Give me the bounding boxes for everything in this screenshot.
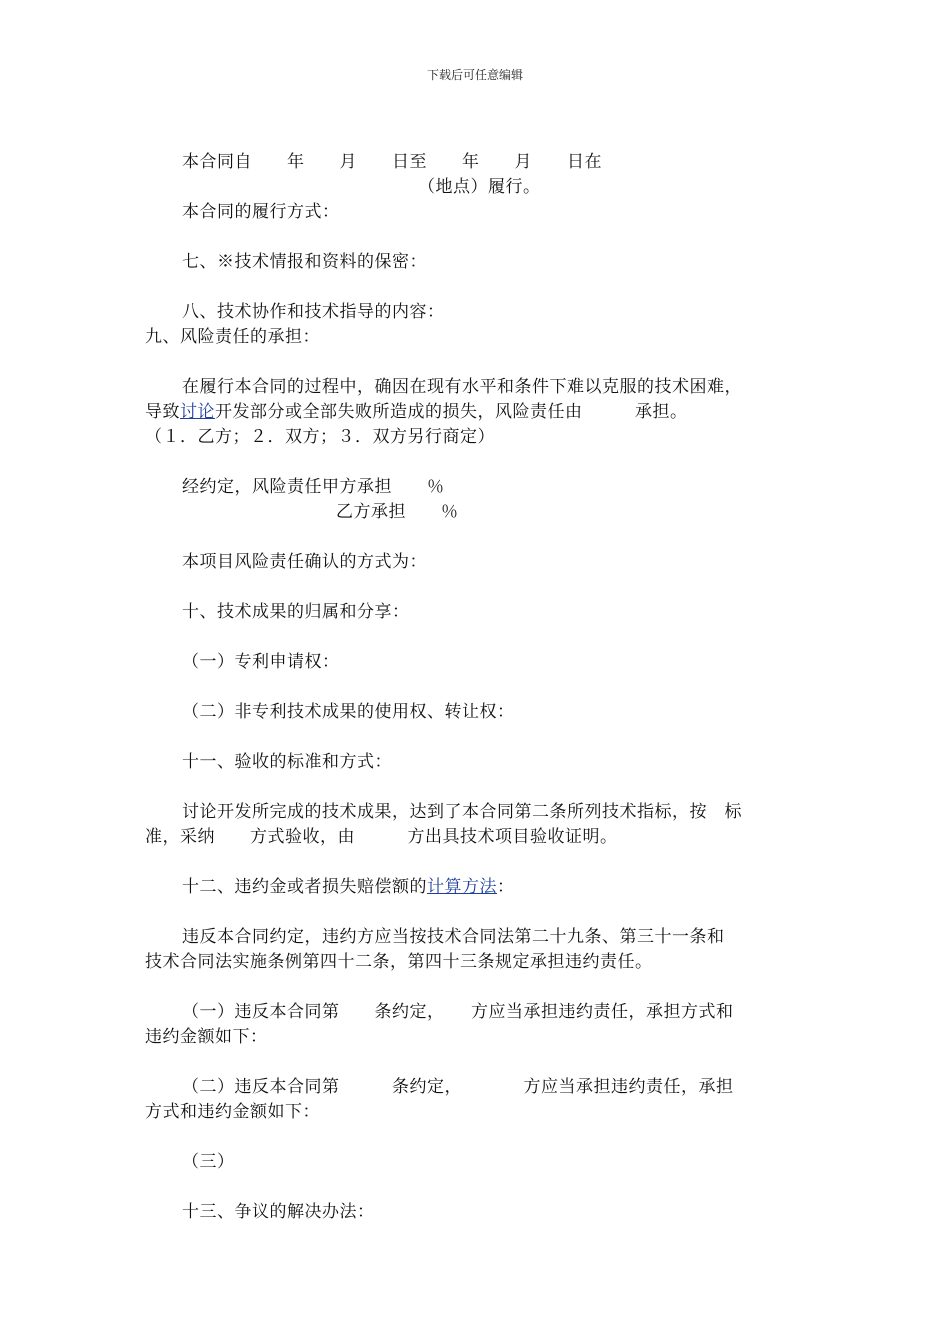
breach-item-1-line-2: 违约金额如下： bbox=[145, 1027, 268, 1047]
term-place-line: （地点）履行。 bbox=[418, 177, 541, 197]
section-7-heading: 七、※技术情报和资料的保密： bbox=[182, 252, 427, 272]
non-patent-right-line: （二）非专利技术成果的使用权、转让权： bbox=[182, 702, 515, 722]
section-13-heading: 十三、争议的解决办法： bbox=[182, 1202, 375, 1222]
risk-paragraph-line-1: 在履行本合同的过程中，确因在现有水平和条件下难以克服的技术困难， bbox=[182, 377, 742, 397]
breach-item-1-line-1: （一）违反本合同第 条约定， 方应当承担违约责任，承担方式和 bbox=[182, 1002, 734, 1022]
section-12-text: 十二、违约金或者损失赔偿额的 bbox=[182, 877, 427, 897]
risk-options-line: （１．乙方；２．双方；３．双方另行商定） bbox=[145, 427, 495, 447]
section-9-heading: 九、风险责任的承担： bbox=[145, 327, 320, 347]
patent-right-line: （一）专利申请权： bbox=[182, 652, 340, 672]
breach-item-2-line-1: （二）违反本合同第 条约定， 方应当承担违约责任，承担 bbox=[182, 1077, 734, 1097]
risk-party-a-line: 经约定，风险责任甲方承担 ％ bbox=[182, 477, 445, 497]
breach-line-2: 技术合同法实施条例第四十二条，第四十三条规定承担违约责任。 bbox=[145, 952, 653, 972]
calculation-method-link[interactable]: 计算方法 bbox=[427, 877, 497, 897]
risk-party-b-line: 乙方承担 ％ bbox=[336, 502, 459, 522]
term-dates-line: 本合同自 年 月 日至 年 月 日在 bbox=[182, 152, 602, 172]
section-8-heading: 八、技术协作和技术指导的内容： bbox=[182, 302, 445, 322]
risk-paragraph-line-2 bbox=[145, 400, 688, 424]
risk-text-b: 开发部分或全部失败所造成的损失，风险责任由 承担。 bbox=[215, 402, 688, 422]
risk-confirmation-line: 本项目风险责任确认的方式为： bbox=[182, 552, 427, 572]
performance-method-line: 本合同的履行方式： bbox=[182, 202, 340, 222]
risk-text-a: 导致 bbox=[145, 402, 180, 422]
breach-line-1: 违反本合同约定，违约方应当按技术合同法第二十九条、第三十一条和 bbox=[182, 927, 725, 947]
download-note: 下载后可任意编辑 bbox=[426, 68, 523, 82]
acceptance-line-1: 讨论开发所完成的技术成果，达到了本合同第二条所列技术指标，按 标 bbox=[182, 802, 742, 822]
section-12-colon: ： bbox=[497, 877, 515, 897]
breach-item-3: （三） bbox=[182, 1152, 235, 1172]
section-10-heading: 十、技术成果的归属和分享： bbox=[182, 602, 410, 622]
section-12-heading bbox=[182, 875, 515, 899]
breach-item-2-line-2: 方式和违约金额如下： bbox=[145, 1102, 320, 1122]
discussion-link[interactable]: 讨论 bbox=[180, 402, 215, 422]
section-11-heading: 十一、验收的标准和方式： bbox=[182, 752, 392, 772]
acceptance-line-2: 准，采纳 方式验收，由 方出具技术项目验收证明。 bbox=[145, 827, 618, 847]
